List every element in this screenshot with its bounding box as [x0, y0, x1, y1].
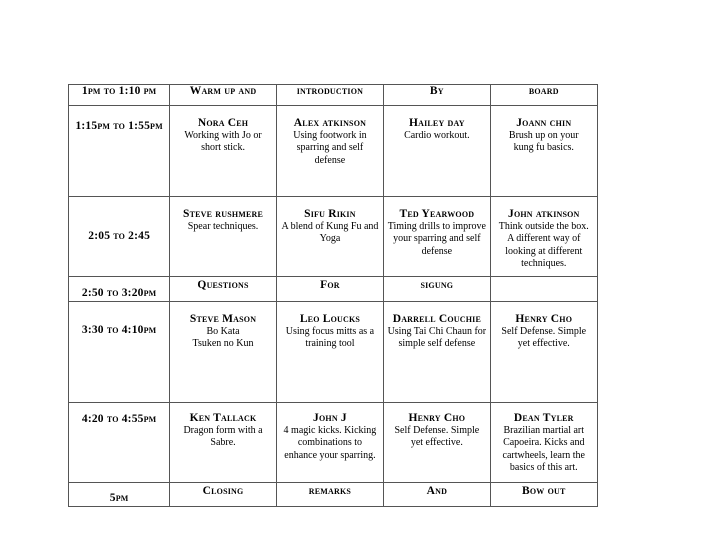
session-desc: A different way of [507, 233, 581, 244]
table-row [69, 106, 598, 197]
time-label: 4:20 to 4:55pm [81, 413, 157, 425]
session-desc: enhance your sparring. [284, 449, 376, 461]
session-desc: Using focus mitts as a [285, 325, 375, 337]
banner-cell [384, 85, 490, 106]
session-desc: your sparring and self [393, 233, 481, 244]
time-label: 5pm [109, 491, 129, 504]
instructor-name: Leo Loucks [299, 313, 361, 325]
banner-text: And [426, 485, 448, 497]
instructor-name: Steve Mason [189, 313, 257, 325]
session-desc: Think outside the box. [498, 220, 589, 232]
banner-cell [276, 483, 383, 507]
table-row [69, 483, 598, 507]
instructor-name: Steve rushmere [182, 208, 264, 220]
time-cell [69, 403, 170, 483]
time-cell [69, 483, 170, 507]
schedule-table [68, 84, 598, 507]
banner-text: Questions [197, 279, 249, 291]
banner-cell [276, 85, 383, 106]
session-desc: Tsuken no Kun [192, 338, 254, 349]
session-cell [384, 302, 490, 403]
session-desc: short stick. [201, 142, 245, 153]
session-desc: defense [421, 245, 453, 257]
instructor-name: Henry Cho [515, 313, 573, 325]
banner-text: sigung [420, 279, 454, 291]
instructor-name: Nora Ceh [197, 117, 249, 129]
banner-cell [170, 277, 276, 302]
session-desc: simple self defense [398, 338, 476, 349]
table-row [69, 277, 598, 302]
banner-text: Bow out [522, 485, 566, 497]
table-row [69, 197, 598, 277]
session-desc: cartwheels, learn the [502, 449, 585, 461]
instructor-name: Ted Yearwood [399, 208, 475, 220]
instructor-name: Ken Tallack [189, 412, 257, 424]
instructor-name: Sifu Rikin [304, 208, 356, 220]
time-cell [69, 85, 170, 106]
time-cell [69, 277, 170, 302]
session-desc: kung fu basics. [513, 142, 574, 153]
time-label: 2:50 to 3:20pm [81, 286, 157, 299]
session-desc: Using footwork in [293, 129, 367, 141]
session-cell [276, 197, 383, 277]
banner-text: For [320, 279, 340, 291]
session-cell [490, 403, 597, 483]
session-desc: A blend of Kung Fu and [281, 220, 379, 232]
time-cell [69, 197, 170, 277]
banner-cell [276, 277, 383, 302]
session-desc: sparring and self [296, 142, 364, 153]
session-desc: Self Defense. Simple [394, 424, 480, 436]
session-desc: techniques. [521, 258, 567, 269]
banner-cell [490, 277, 597, 302]
session-cell [490, 106, 597, 197]
session-cell [384, 197, 490, 277]
session-desc: basics of this art. [509, 462, 578, 473]
time-cell [69, 106, 170, 197]
banner-cell [170, 85, 276, 106]
session-desc: Sabre. [210, 437, 236, 448]
session-cell [170, 403, 276, 483]
session-desc: yet effective. [517, 338, 570, 349]
session-cell [384, 403, 490, 483]
time-cell [69, 302, 170, 403]
session-desc: looking at different [505, 245, 583, 257]
session-cell [276, 302, 383, 403]
time-label: 2:05 to 2:45 [88, 229, 151, 242]
table-row [69, 85, 598, 106]
table-row [69, 302, 598, 403]
banner-cell [490, 483, 597, 507]
banner-text: board [528, 85, 559, 97]
session-desc: Working with Jo or [184, 129, 262, 141]
session-desc: combinations to [297, 437, 363, 448]
session-desc: Timing drills to improve [387, 220, 486, 232]
session-desc: training tool [305, 338, 355, 349]
session-desc: Cardio workout. [404, 129, 470, 141]
session-desc: Brush up on your [508, 129, 579, 141]
instructor-name: Darrell Couchie [392, 313, 481, 325]
session-desc: Dragon form with a [183, 424, 263, 436]
session-cell [170, 106, 276, 197]
instructor-name: John atkinson [508, 208, 580, 220]
session-cell [490, 302, 597, 403]
banner-text: Warm up and [189, 85, 257, 97]
banner-text: remarks [308, 485, 352, 497]
banner-text: introduction [296, 85, 364, 97]
banner-text: Closing [202, 485, 244, 497]
banner-cell [384, 483, 490, 507]
instructor-name: Hailey day [408, 117, 465, 129]
session-cell [384, 106, 490, 197]
session-cell [276, 106, 383, 197]
banner-text: By [429, 85, 444, 97]
session-desc: Using Tai Chi Chaun for [387, 325, 487, 337]
session-cell [276, 403, 383, 483]
time-label: 3:30 to 4:10pm [81, 324, 157, 336]
banner-cell [490, 85, 597, 106]
session-desc: Spear techniques. [187, 220, 259, 232]
instructor-name: Joann chin [516, 117, 572, 129]
session-desc: Capoeira. Kicks and [503, 437, 585, 448]
instructor-name: John J [313, 412, 347, 424]
session-desc: Bo Kata [206, 325, 240, 337]
session-desc: Brazilian martial art [503, 424, 585, 436]
session-desc: 4 magic kicks. Kicking [283, 424, 377, 436]
session-cell [170, 197, 276, 277]
session-desc: Yoga [319, 233, 341, 244]
instructor-name: Dean Tyler [513, 412, 574, 424]
session-desc: defense [314, 154, 346, 166]
instructor-name: Alex atkinson [293, 117, 367, 129]
table-row [69, 403, 598, 483]
session-cell [170, 302, 276, 403]
session-desc: yet effective. [410, 437, 463, 448]
banner-cell [384, 277, 490, 302]
time-label: 1pm to 1:10 pm [81, 85, 157, 97]
instructor-name: Henry Cho [408, 412, 466, 424]
banner-cell [170, 483, 276, 507]
session-desc: Self Defense. Simple [501, 325, 587, 337]
time-label: 1:15pm to 1:55pm [75, 120, 163, 132]
session-cell [490, 197, 597, 277]
